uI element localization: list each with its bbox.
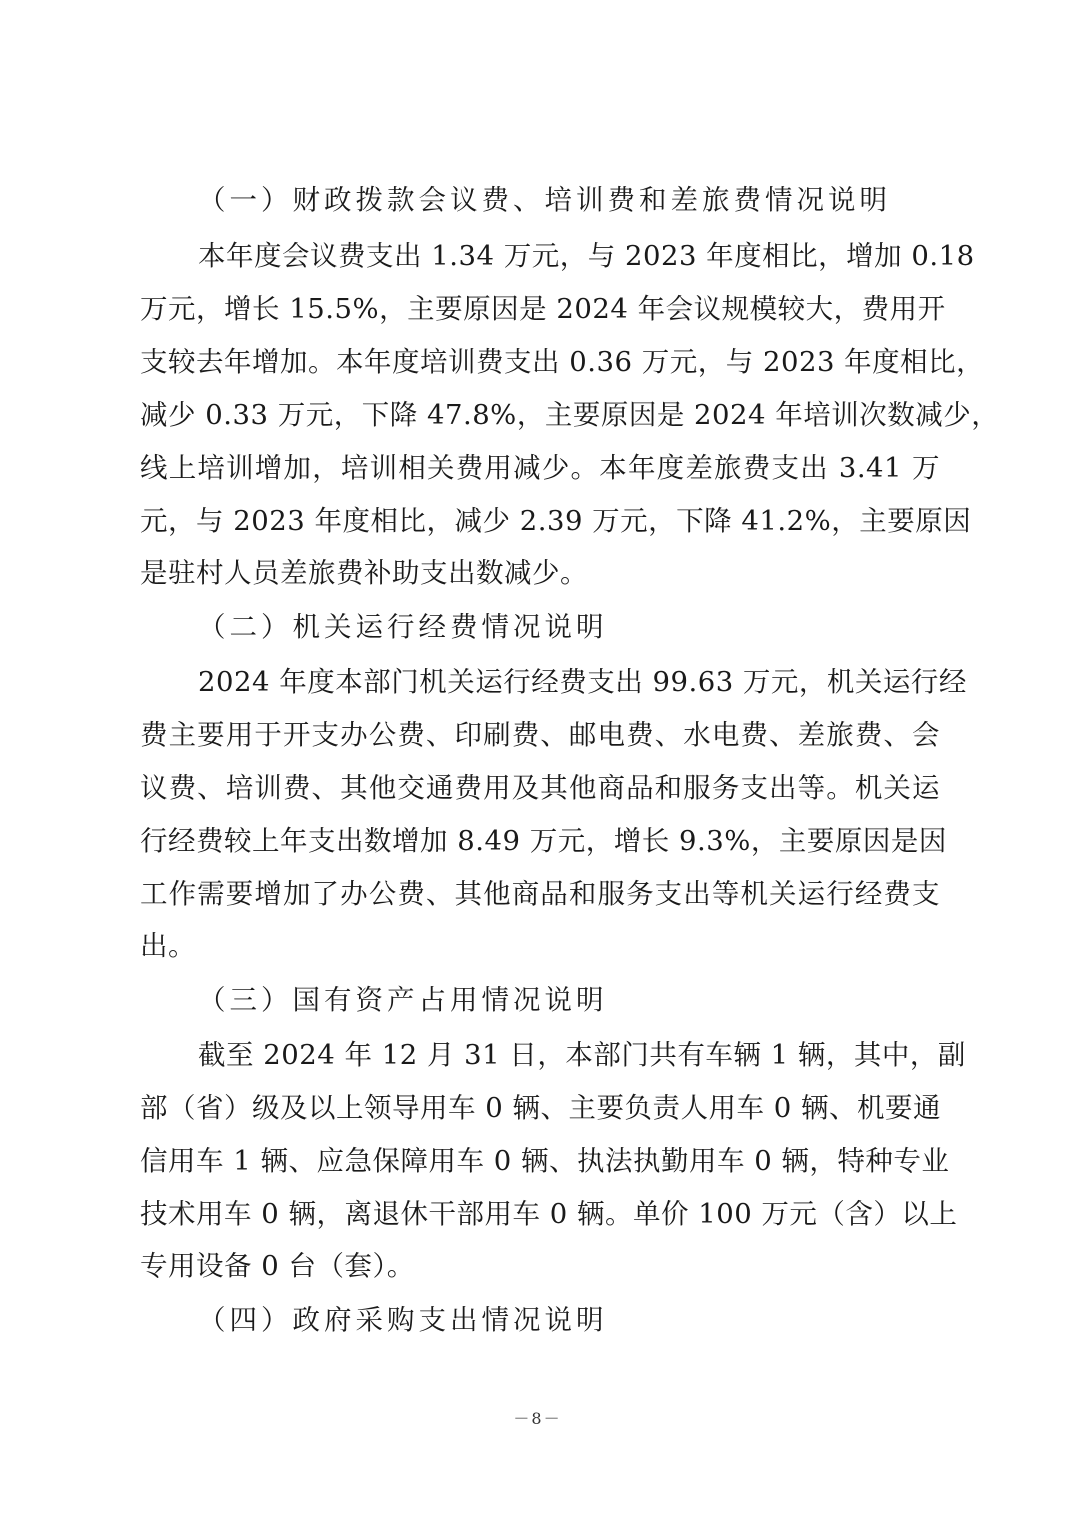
paragraph-line: 2024 年度本部门机关运行经费支出 99.63 万元，机关运行经 — [198, 666, 967, 698]
section-heading-3: （三）国有资产占用情况说明 — [198, 984, 608, 1016]
section-heading-2: （二）机关运行经费情况说明 — [198, 611, 608, 643]
section-heading-4: （四）政府采购支出情况说明 — [198, 1304, 608, 1336]
paragraph-line: 支较去年增加。本年度培训费支出 0.36 万元，与 2023 年度相比， — [140, 346, 985, 378]
paragraph-line: 是驻村人员差旅费补助支出数减少。 — [140, 557, 588, 589]
paragraph-line: 专用设备 0 台（套）。 — [140, 1250, 415, 1282]
paragraph-line: 线上培训增加，培训相关费用减少。本年度差旅费支出 3.41 万 — [140, 452, 940, 484]
paragraph-line: 议费、培训费、其他交通费用及其他商品和服务支出等。机关运 — [140, 772, 940, 804]
paragraph-line: 工作需要增加了办公费、其他商品和服务支出等机关运行经费支 — [140, 878, 940, 910]
paragraph-line: 费主要用于开支办公费、印刷费、邮电费、水电费、差旅费、会 — [140, 719, 940, 751]
paragraph-line: 元，与 2023 年度相比，减少 2.39 万元，下降 41.2%，主要原因 — [140, 505, 972, 537]
section-heading-1: （一）财政拨款会议费、培训费和差旅费情况说明 — [198, 184, 891, 216]
page-number: －8－ — [513, 1409, 562, 1428]
paragraph-line: 减少 0.33 万元，下降 47.8%，主要原因是 2024 年培训次数减少， — [140, 399, 1000, 431]
paragraph-line: 行经费较上年支出数增加 8.49 万元，增长 9.3%，主要原因是因 — [140, 825, 947, 857]
paragraph-line: 技术用车 0 辆，离退休干部用车 0 辆。单价 100 万元（含）以上 — [140, 1198, 958, 1230]
paragraph-line: 出。 — [140, 930, 196, 962]
paragraph-line: 本年度会议费支出 1.34 万元，与 2023 年度相比，增加 0.18 — [198, 240, 975, 272]
paragraph-line: 信用车 1 辆、应急保障用车 0 辆、执法执勤用车 0 辆，特种专业 — [140, 1145, 950, 1177]
paragraph-line: 截至 2024 年 12 月 31 日，本部门共有车辆 1 辆，其中，副 — [198, 1039, 966, 1071]
paragraph-line: 万元，增长 15.5%，主要原因是 2024 年会议规模较大，费用开 — [140, 293, 946, 325]
paragraph-line: 部（省）级及以上领导用车 0 辆、主要负责人用车 0 辆、机要通 — [140, 1092, 941, 1124]
